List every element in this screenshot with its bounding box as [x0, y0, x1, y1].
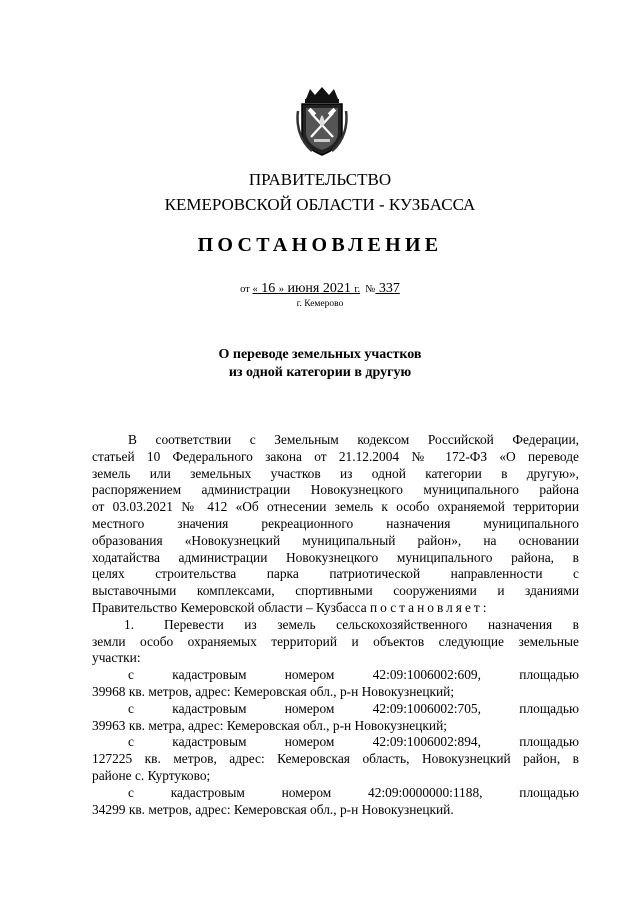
paragraph-line: распоряжением администрации Новокузнецкого муниципального района [92, 482, 579, 498]
item-number: 1. [124, 616, 135, 632]
paragraph-final-line [92, 600, 579, 617]
paragraph-line: образования «Новокузнецкий муниципальный район», на основании [92, 532, 579, 548]
item-line: участки: [92, 650, 141, 666]
title-line2: из одной категории в другую [228, 365, 412, 380]
title-line1: О переводе земельных участков [218, 347, 422, 362]
government-name-line2: КЕМЕРОВСКОЙ ОБЛАСТИ - КУЗБАССА [164, 195, 476, 214]
date-quote-open: « [252, 284, 258, 295]
parcel-line: с кадастровым номером 42:09:0000000:1188, площадью [128, 784, 579, 800]
date-month-year: июня 2021 [283, 281, 355, 296]
paragraph-line: от 03.03.2021 № 412 «Об отнесении земель к особо охраняемой территории [92, 499, 579, 515]
paragraph-line: выставочными комплексами, спортивными сооружениями и зданиями [92, 583, 579, 599]
number-sign: № [365, 284, 376, 295]
document-number: 337 [375, 281, 400, 296]
decree-word: постановляет [370, 599, 483, 615]
parcel-line: с кадастровым номером 42:09:1006002:705, площадью [128, 700, 579, 716]
date-number-line [0, 281, 640, 298]
parcel-line: районе с. Куртуково; [92, 767, 211, 783]
paragraph-line: целях строительства парка патриотической направленности с [92, 566, 579, 582]
final-prefix: Правительство Кемеровской области – Кузбасса [92, 599, 371, 615]
kuzbass-coat-of-arms-icon [296, 85, 348, 157]
document-title [0, 346, 640, 382]
parcel-line: 127225 кв. метров, адрес: Кемеровская область, Новокузнецкий район, в [92, 751, 579, 767]
item-line [92, 617, 579, 634]
paragraph-line: статьей 10 Федерального закона от 21.12.2004 № 172-ФЗ «О переводе [92, 448, 579, 464]
item-line: земли особо охраняемых территорий и объектов следующие земельные [92, 633, 579, 649]
paragraph-line: местного значения рекреационного назначения муниципального [92, 515, 579, 531]
parcel-line: с кадастровым номером 42:09:1006002:894, площадью [128, 734, 579, 750]
government-name-line1: ПРАВИТЕЛЬСТВО [248, 170, 392, 189]
final-suffix: : [482, 599, 487, 615]
date-day: 16 [257, 281, 279, 296]
date-prefix: от [240, 284, 250, 295]
date-quote-close: » [278, 284, 284, 295]
document-body [92, 432, 579, 818]
item-text: Перевести из земель сельскохозяйственного назначения в [164, 616, 579, 632]
paragraph-line: ходатайства администрации Новокузнецкого муниципального района, в [92, 549, 579, 565]
parcel-line: 39963 кв. метра, адрес: Кемеровская обл., р-н Новокузнецкий; [92, 717, 447, 733]
parcel-line: 34299 кв. метров, адрес: Кемеровская обл., р-н Новокузнецкий. [92, 801, 454, 817]
city: г. Кемерово [296, 299, 344, 309]
paragraph-line: земель или земельных участков из одной категории в другую», [92, 465, 579, 481]
paragraph-line: В соответствии с Земельным кодексом Российской Федерации, [128, 432, 579, 447]
document-type: ПОСТАНОВЛЕНИЕ [197, 234, 443, 256]
parcel-line: с кадастровым номером 42:09:1006002:609, площадью [128, 667, 579, 683]
date-year-suffix: г. [354, 284, 361, 295]
parcel-line: 39968 кв. метров, адрес: Кемеровская обл., р-н Новокузнецкий; [92, 683, 455, 699]
